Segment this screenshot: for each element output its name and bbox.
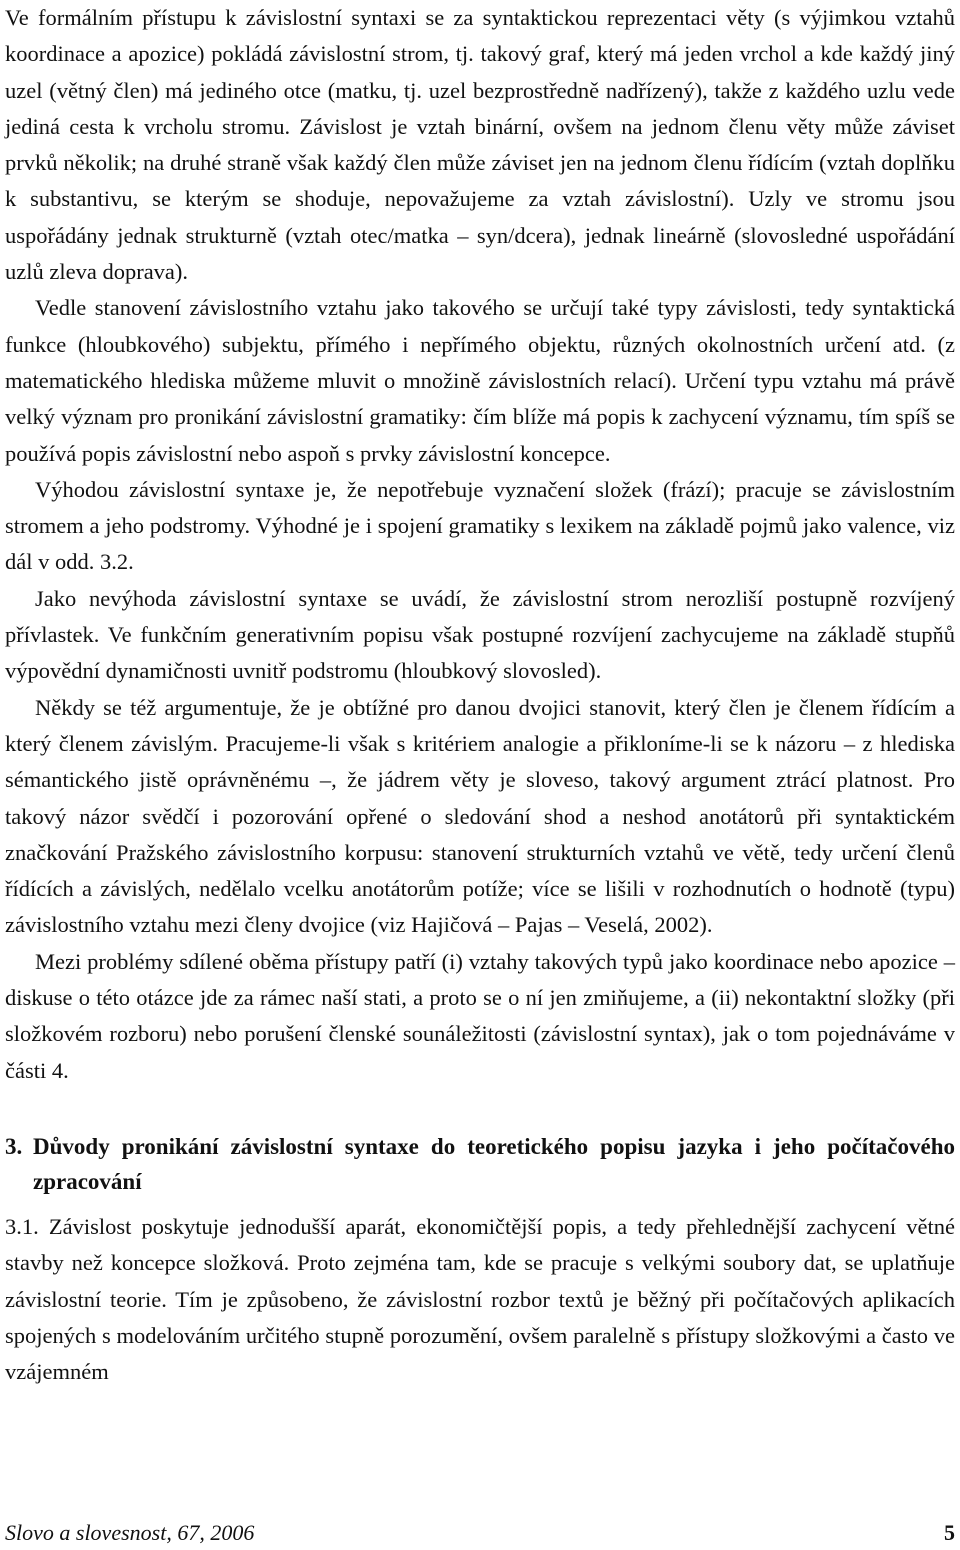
section-heading <box>5 1129 955 1199</box>
article-body <box>5 0 955 1089</box>
section-number: 3. <box>5 1133 23 1159</box>
paragraph-2: Vedle stanovení závislostního vztahu jako takového se určují také typy závislosti, tedy syntaktická funkce (hloubkového) subjektu, přímého i nepřímého objektu, různých okolnostních určení atd. (z matematického hlediska můžeme mluvit o množině závislostních relací). Určení typu vztahu má právě velký význam pro pronikání závislostní gramatiky: čím blíže má popis k zachycení významu, tím spíš se používá popis závislostní nebo aspoň s prvky závislostní koncepce. <box>5 295 955 466</box>
article-page <box>5 0 955 1390</box>
page-footer <box>5 1520 955 1550</box>
journal-citation: Slovo a slovesnost, 67, 2006 <box>5 1520 255 1545</box>
paragraph-1: Ve formálním přístupu k závislostní syntaxi se za syntaktickou reprezentaci věty (s výjimkou vztahů koordinace a apozice) pokládá závislostní strom, tj. takový graf, který má jeden vrchol a kde každý jiný uzel (větný člen) má jediného otce (matku, tj. uzel bezprostředně nadřízený), takže z každého uzlu vede jediná cesta k vrcholu stromu. Závislost je vztah binární, ovšem na jednom členu věty může záviset prvků několik; na druhé straně však každý člen může záviset jen na jednom členu řídícím (vztah doplňku k substantivu, se kterým se shoduje, nepovažujeme za vztah závislostní). Uzly ve stromu jsou uspořádány jednak strukturně (vztah otec/matka – syn/dcera), jednak lineárně (slovosledné uspořádání uzlů zleva doprava). <box>5 5 955 285</box>
subsection-paragraph: 3.1. Závislost poskytuje jednodušší aparát, ekonomičtější popis, a tedy přehlednější zachycení větné stavby než koncepce složková. Proto zejména tam, kde se pracuje s velkými soubory dat, se uplatňuje závislostní teorie. Tím je způsobeno, že závislostní rozbor textů je běžný při počítačových aplikacích spojených s modelováním určitého stupně porozumění, ovšem paralelně s přístupy složkovými a často ve vzájemném <box>5 1213 955 1385</box>
paragraph-3: Výhodou závislostní syntaxe je, že nepotřebuje vyznačení složek (frází); pracuje se závislostním stromem a jeho podstromy. Výhodné je i spojení gramatiky s lexikem na základě pojmů jako valence, viz dál v odd. 3.2. <box>5 476 955 575</box>
paragraph-6: Mezi problémy sdílené oběma přístupy patří (i) vztahy takových typů jako koordinace nebo apozice – diskuse o této otázce jde za rámec naší stati, a proto se o ní jen zmiňujeme, a (ii) nekontaktní složky (při složkovém rozboru) nebo porušení členské sounáležitosti (závislostní syntax), jak o tom pojednáváme v části 4. <box>5 948 955 1083</box>
page-number: 5 <box>944 1520 955 1545</box>
subsection-body <box>5 1209 955 1390</box>
paragraph-5: Někdy se též argumentuje, že je obtížné pro danou dvojici stanovit, který člen je členem řídícím a který členem závislým. Pracujeme-li však s kritériem analogie a přikloníme-li se k názoru – z hlediska sémantického jistě oprávněnému –, že jádrem věty je sloveso, takový argument ztrácí platnost. Pro takový názor svědčí i pozorování opřené o sledování shod a neshod anotátorů při syntaktickém značkování Pražského závislostního korpusu: stanovení strukturních vztahů ve větě, tedy určení členů řídících a závislých, nedělalo vcelku anotátorům potíže; více se lišili v rozhodnutích o hodnotě (typu) závislostního vztahu mezi členy dvojice (viz Hajičová – Pajas – Veselá, 2002). <box>5 694 955 938</box>
section-title: Důvody pronikání závislostní syntaxe do teoretického popisu jazyka i jeho počítačového zpracování <box>33 1133 955 1194</box>
paragraph-4: Jako nevýhoda závislostní syntaxe se uvádí, že závislostní strom nerozliší postupně rozvíjený přívlastek. Ve funkčním generativním popisu však postupné rozvíjení zachycujeme na základě stupňů výpovědní dynamičnosti uvnitř podstromu (hloubkový slovosled). <box>5 585 955 684</box>
